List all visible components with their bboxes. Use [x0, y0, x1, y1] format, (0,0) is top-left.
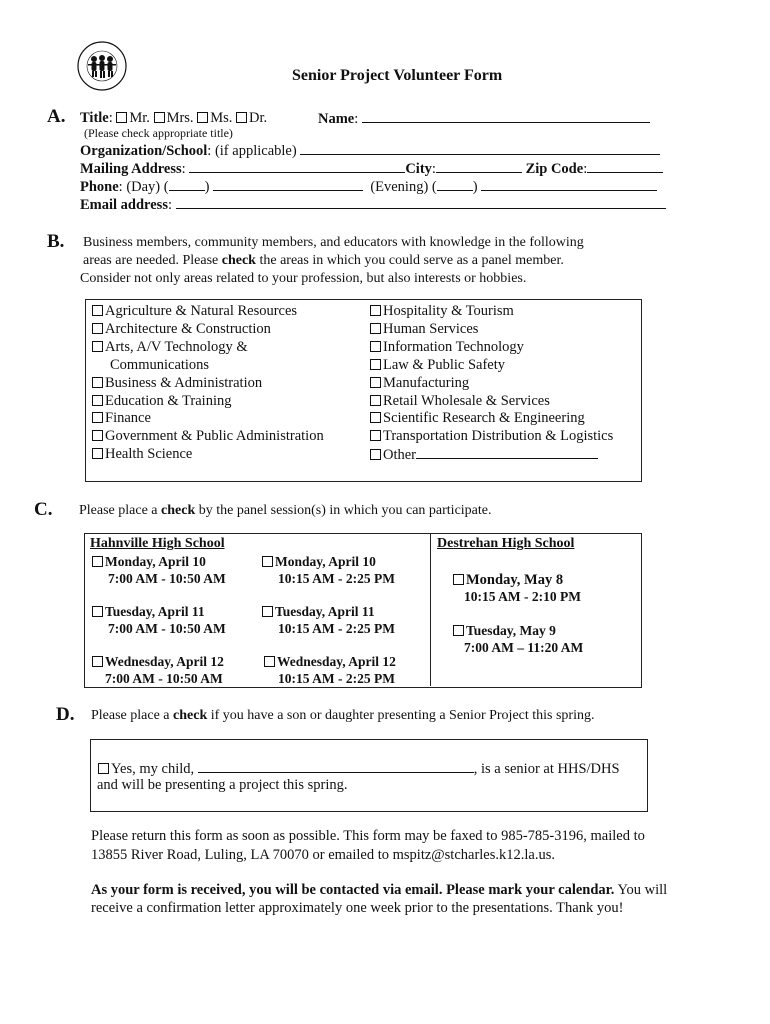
hahnville-heading: Hahnville High School: [90, 536, 225, 551]
career-item[interactable]: [92, 375, 324, 393]
senior-child-line2: and will be presenting a project this spring.: [97, 777, 348, 793]
section-b-letter: B.: [47, 231, 65, 252]
email-row: Email address:: [80, 196, 666, 214]
phone-row: [80, 178, 657, 196]
career-item[interactable]: [370, 339, 613, 357]
hahnville-session[interactable]: [92, 554, 226, 587]
career-item[interactable]: [92, 393, 324, 411]
career-label: Health Science: [105, 446, 193, 463]
career-item[interactable]: [92, 428, 324, 446]
destrehan-session[interactable]: [453, 623, 583, 656]
career-checkbox[interactable]: [370, 377, 381, 388]
session-checkbox[interactable]: [92, 556, 103, 567]
session-time: 10:15 AM - 2:25 PM: [278, 570, 395, 586]
senior-child-row[interactable]: [98, 760, 620, 778]
career-label: Other: [383, 447, 417, 464]
career-label: Hospitality & Tourism: [383, 303, 514, 319]
session-checkbox[interactable]: [92, 606, 103, 617]
session-day: Tuesday, April 11: [105, 604, 205, 619]
title-ms-label: Ms.: [210, 110, 233, 126]
session-checkbox[interactable]: [262, 606, 273, 617]
title-label: Title: [80, 110, 109, 126]
career-label: Scientific Research & Engineering: [383, 410, 585, 427]
session-time: 7:00 AM - 10:50 AM: [108, 570, 226, 586]
career-label: Agriculture & Natural Resources: [105, 303, 298, 319]
confirmation-note-1: [91, 882, 667, 899]
org-label: Organization/School: [80, 143, 208, 159]
senior-child-checkbox[interactable]: [98, 763, 109, 774]
section-c-intro: [79, 503, 491, 519]
phone-label: Phone: [80, 179, 119, 195]
section-b-intro-2: [83, 253, 564, 269]
section-d-intro-pre: Please place a: [91, 708, 174, 723]
career-label: Arts, A/V Technology &: [105, 338, 248, 355]
career-checkbox[interactable]: [370, 395, 381, 406]
section-b-intro-2-bold: check: [221, 253, 256, 268]
title-row: Title: Mr. Mrs. Ms. Dr.: [80, 110, 268, 126]
section-c-intro-pre: Please place a: [79, 503, 162, 518]
city-field[interactable]: [436, 160, 522, 173]
section-c-letter: C.: [34, 499, 53, 520]
session-time: 7:00 AM - 10:50 AM: [108, 620, 226, 636]
mailing-row: Mailing Address: City: Zip Code:: [80, 160, 663, 178]
section-b-intro-1: Business members, community members, and educators with knowledge in the following: [83, 235, 584, 250]
section-b-intro-2-pre: areas are needed. Please: [83, 253, 222, 268]
session-day: Tuesday, May 9: [466, 623, 556, 638]
career-item[interactable]: [92, 446, 324, 464]
career-label: Communications: [110, 356, 210, 373]
career-label: Government & Public Administration: [105, 428, 324, 445]
phone-evening-close: ): [472, 179, 478, 195]
hahnville-session[interactable]: [92, 654, 224, 687]
form-title: Senior Project Volunteer Form: [292, 67, 503, 84]
section-d-intro-post: if you have a son or daughter presenting a Senior Project this spring.: [207, 708, 595, 723]
name-label: Name: [318, 111, 355, 127]
phone-day-close: ): [204, 179, 210, 195]
session-day: Monday, April 10: [275, 554, 376, 569]
career-item[interactable]: [92, 339, 324, 357]
career-checkbox[interactable]: [92, 323, 103, 334]
career-checkbox[interactable]: [92, 341, 103, 352]
career-checkbox[interactable]: [370, 412, 381, 423]
title-ms-checkbox[interactable]: [197, 112, 208, 123]
confirmation-note-2: receive a confirmation letter approximately one week prior to the presentations. Thank you!: [91, 900, 624, 916]
phone-evening-area-field[interactable]: [437, 178, 473, 191]
title-note: (Please check appropriate title): [84, 126, 233, 140]
title-dr-label: Dr.: [248, 110, 268, 126]
title-mr-label: Mr.: [129, 110, 150, 126]
career-item-other[interactable]: [370, 446, 613, 465]
section-d-intro-bold: check: [173, 708, 208, 723]
hahnville-session[interactable]: [92, 604, 226, 637]
school-logo: [76, 40, 128, 92]
sessions-divider: [430, 533, 431, 686]
career-checkbox[interactable]: [370, 359, 381, 370]
session-time: 7:00 AM – 11:20 AM: [464, 639, 584, 655]
session-checkbox[interactable]: [262, 556, 273, 567]
career-item[interactable]: [370, 393, 613, 411]
section-b-intro-3: Consider not only areas related to your profession, but also interests or hobbies.: [80, 271, 527, 286]
return-instructions-1: Please return this form as soon as possible. This form may be faxed to 985-785-3196, mailed to: [91, 828, 645, 844]
zip-field[interactable]: [587, 160, 663, 173]
section-d-letter: D.: [56, 704, 75, 725]
email-field[interactable]: [176, 196, 666, 209]
career-item[interactable]: [92, 410, 324, 428]
career-item[interactable]: [92, 303, 324, 321]
career-item[interactable]: [92, 321, 324, 339]
title-dr-checkbox[interactable]: [236, 112, 247, 123]
title-mr-checkbox[interactable]: [116, 112, 127, 123]
email-label: Email address: [80, 197, 168, 213]
senior-child-suffix: , is a senior at HHS/DHS: [473, 761, 620, 777]
career-checkbox[interactable]: [370, 323, 381, 334]
session-checkbox[interactable]: [453, 574, 464, 585]
career-checkbox[interactable]: [92, 412, 103, 423]
mailing-field[interactable]: [189, 160, 405, 173]
logo-emblem-icon: [76, 40, 128, 92]
section-c-intro-post: by the panel session(s) in which you can participate.: [195, 503, 492, 518]
session-day: Wednesday, April 12: [277, 654, 396, 669]
session-time: 10:15 AM - 2:25 PM: [278, 670, 395, 686]
session-checkbox[interactable]: [453, 625, 464, 636]
name-field[interactable]: [362, 110, 650, 123]
career-label: Transportation Distribution & Logistics: [383, 428, 614, 445]
confirmation-bold: As your form is received, you will be contacted via email. Please mark your calendar.: [91, 882, 615, 898]
session-time: 10:15 AM - 2:10 PM: [464, 588, 581, 604]
city-label: City: [405, 161, 432, 177]
org-row: [80, 142, 660, 160]
career-checkbox[interactable]: [370, 430, 381, 441]
org-suffix: : (if applicable): [207, 143, 297, 159]
career-areas-right: [370, 303, 613, 465]
session-day: Wednesday, April 12: [105, 654, 224, 669]
zip-label: Zip Code: [525, 161, 584, 177]
session-time: 10:15 AM - 2:25 PM: [278, 620, 395, 636]
phone-evening-label: (Evening) (: [370, 179, 437, 195]
child-name-field[interactable]: [198, 760, 474, 773]
career-label: Education & Training: [105, 392, 232, 409]
career-checkbox[interactable]: [92, 430, 103, 441]
phone-day-field[interactable]: [213, 178, 363, 191]
phone-evening-field[interactable]: [481, 178, 657, 191]
section-d-intro: [91, 708, 594, 724]
org-field[interactable]: [300, 142, 660, 155]
hahnville-session[interactable]: [262, 604, 395, 637]
session-day: Monday, April 10: [105, 554, 206, 569]
session-checkbox[interactable]: [264, 656, 275, 667]
destrehan-session[interactable]: [453, 572, 581, 605]
career-checkbox[interactable]: [370, 341, 381, 352]
career-checkbox[interactable]: [92, 448, 103, 459]
session-day: Monday, May 8: [466, 572, 564, 588]
career-checkbox[interactable]: [370, 449, 381, 460]
hahnville-session[interactable]: [264, 654, 396, 687]
career-label: Human Services: [383, 320, 479, 337]
career-checkbox[interactable]: [92, 395, 103, 406]
career-item[interactable]: [370, 321, 613, 339]
career-item[interactable]: [370, 410, 613, 428]
career-item[interactable]: [370, 357, 613, 375]
name-row: Name:: [318, 110, 650, 128]
section-a-letter: A.: [47, 106, 66, 127]
career-label: Finance: [105, 410, 151, 427]
career-label: Manufacturing: [383, 374, 470, 391]
phone-day-area-field[interactable]: [169, 178, 205, 191]
senior-child-label: Yes, my child,: [111, 761, 195, 777]
career-checkbox[interactable]: [92, 305, 103, 316]
career-label: Business & Administration: [105, 374, 263, 391]
career-label: Information Technology: [383, 338, 524, 355]
title-mrs-label: Mrs.: [166, 110, 194, 126]
career-checkbox[interactable]: [92, 377, 103, 388]
career-areas-left: [92, 303, 324, 464]
career-label: Retail Wholesale & Services: [383, 392, 550, 409]
confirmation-post: You will: [614, 882, 668, 898]
career-item[interactable]: [370, 375, 613, 393]
session-day: Tuesday, April 11: [275, 604, 375, 619]
section-c-intro-bold: check: [161, 503, 196, 518]
career-item[interactable]: [370, 428, 613, 446]
return-instructions-2: 13855 River Road, Luling, LA 70070 or emailed to mspitz@stcharles.k12.la.us.: [91, 847, 555, 863]
other-field[interactable]: [416, 446, 598, 459]
destrehan-heading: Destrehan High School: [437, 536, 575, 551]
career-checkbox[interactable]: [370, 305, 381, 316]
hahnville-session[interactable]: [262, 554, 395, 587]
session-checkbox[interactable]: [92, 656, 103, 667]
career-item[interactable]: [370, 303, 613, 321]
title-mrs-checkbox[interactable]: [154, 112, 165, 123]
section-b-intro-2-post: the areas in which you could serve as a panel member.: [255, 253, 564, 268]
career-item-continuation: [92, 357, 324, 375]
session-time: 7:00 AM - 10:50 AM: [105, 670, 223, 686]
mailing-label: Mailing Address: [80, 161, 182, 177]
phone-day-label: : (Day) (: [118, 179, 169, 195]
career-label: Architecture & Construction: [105, 320, 271, 337]
career-label: Law & Public Safety: [383, 356, 506, 373]
